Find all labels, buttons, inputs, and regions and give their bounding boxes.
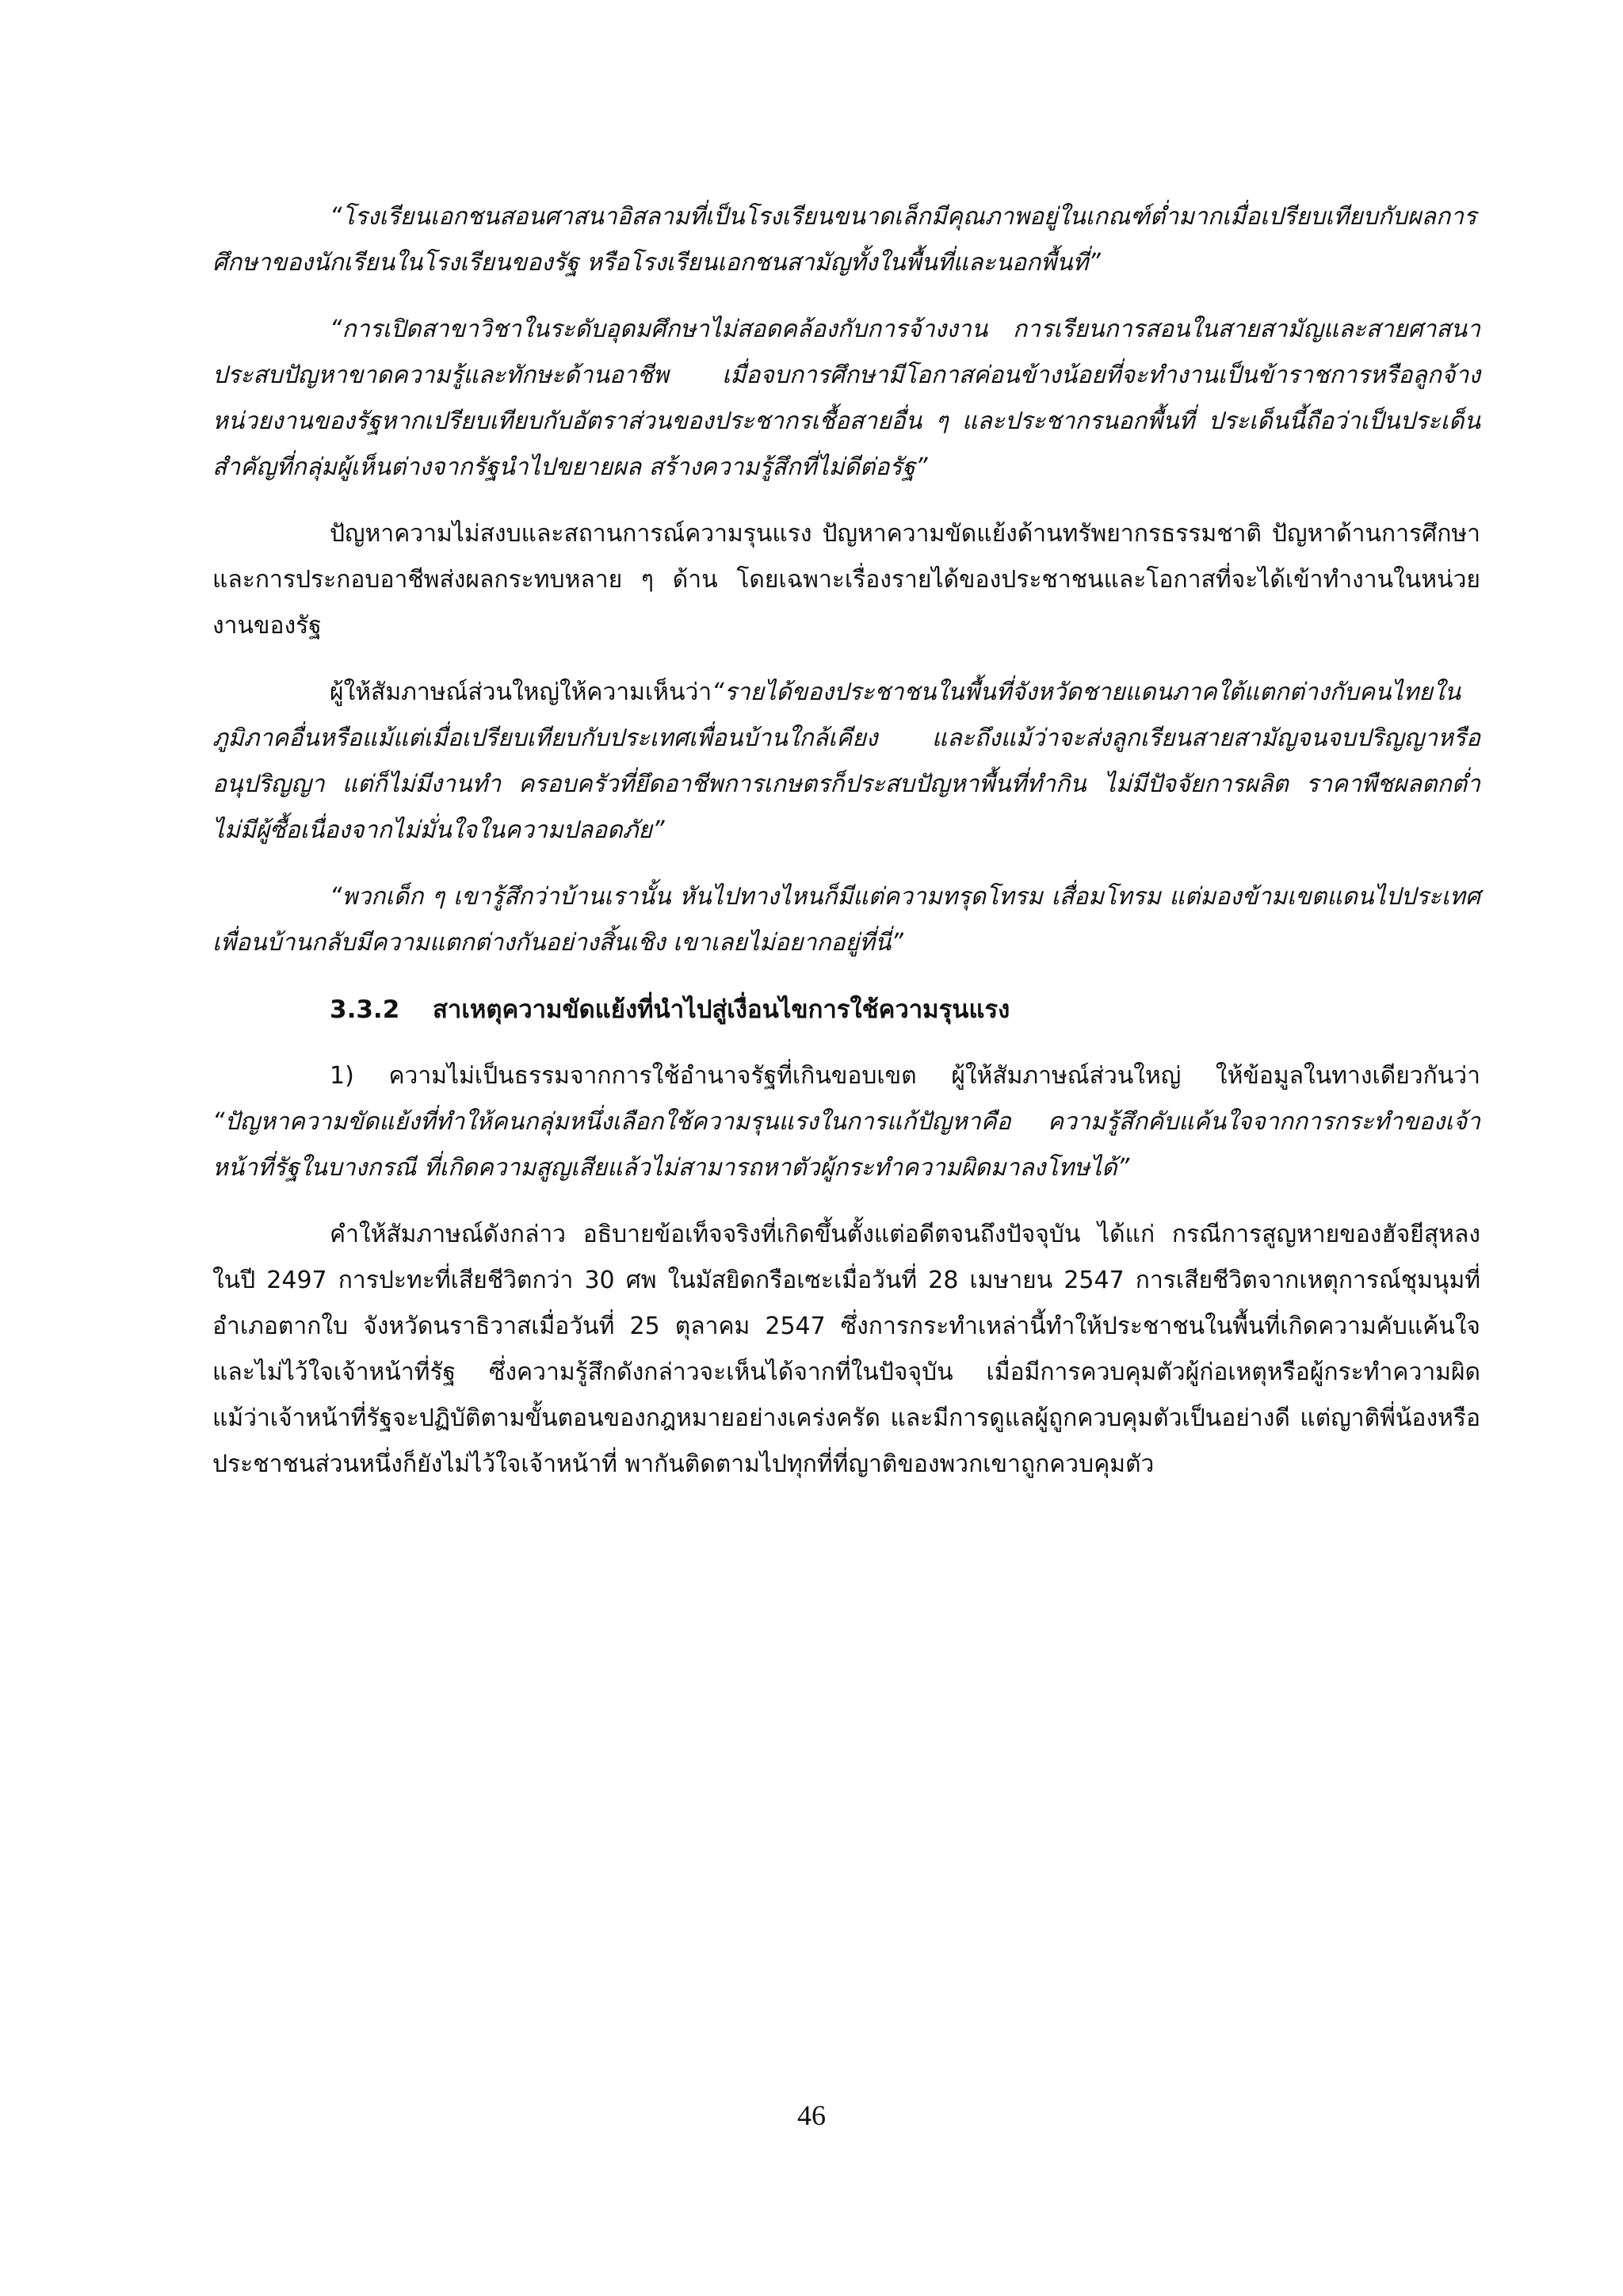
body-paragraph-income-opinion bbox=[212, 670, 1480, 854]
income-opinion-quote: “รายได้ของประชาชนในพื้นที่จังหวัดชายแดนภาคใต้แตกต่างกับคนไทยในภูมิภาคอื่นหรือแม้แต่เมื่อเปรียบเทียบกับประเทศเพื่อนบ้านใกล้เคียง และถึงแม้ว่าจะส่งลูกเรียนสายสามัญจนจบปริญญาหรืออนุปริญญา แต่ก็ไม่มีงานทำ ครอบครัวที่ยึดอาชีพการเกษตรก็ประสบปัญหาพื้นที่ทำกิน ไม่มีปัจจัยการผลิต ราคาพืชผลตกต่ำ ไม่มีผู้ซื้อเนื่องจากไม่มั่นใจในความปลอดภัย” bbox=[212, 678, 1480, 844]
quote-paragraph-children: “พวกเด็ก ๆ เขารู้สึกว่าบ้านเรานั้น หันไปทางไหนก็มีแต่ความทรุดโทรม เสื่อมโทรม แต่มองข้ามเขตแดนไปประเทศเพื่อนบ้านกลับมีความแตกต่างกันอย่างสิ้นเชิง เขาเลยไม่อยากอยู่ที่นี่” bbox=[212, 883, 1480, 957]
page-content bbox=[212, 194, 1480, 1508]
injustice-quote: “ปัญหาความขัดแย้งที่ทำให้คนกลุ่มหนึ่งเลือกใช้ความรุนแรงในการแก้ปัญหาคือ ความรู้สึกคับแค้นใจจากการกระทำของเจ้าหน้าที่รัฐในบางกรณี ที่เกิดความสูญเสียแล้วไม่สามารถหาตัวผู้กระทำความผิดมาลงโทษได้” bbox=[212, 1108, 1480, 1182]
body-paragraph-injustice bbox=[212, 1053, 1480, 1191]
body-paragraph-historical-events: คำให้สัมภาษณ์ดังกล่าว อธิบายข้อเท็จจริงที่เกิดขึ้นตั้งแต่อดีตจนถึงปัจจุบัน ได้แก่ กรณีการสูญหายของฮัจยีสุหลง ในปี 2497 การปะทะที่เสียชีวิตกว่า 30 ศพ ในมัสยิดกรือเซะเมื่อวันที่ 28 เมษายน 2547 การเสียชีวิตจากเหตุการณ์ชุมนุมที่อำเภอตากใบ จังหวัดนราธิวาสเมื่อวันที่ 25 ตุลาคม 2547 ซึ่งการกระทำเหล่านี้ทำให้ประชาชนในพื้นที่เกิดความคับแค้นใจและไม่ไว้ใจเจ้าหน้าที่รัฐ ซึ่งความรู้สึกดังกล่าวจะเห็นได้จากที่ในปัจจุบัน เมื่อมีการควบคุมตัวผู้ก่อเหตุหรือผู้กระทำความผิด แม้ว่าเจ้าหน้าที่รัฐจะปฏิบัติตามขั้นตอนของกฎหมายอย่างเคร่งครัด และมีการดูแลผู้ถูกควบคุมตัวเป็นอย่างดี แต่ญาติพี่น้องหรือประชาชนส่วนหนึ่งก็ยังไม่ไว้ใจเจ้าหน้าที่ พากันติดตามไปทุกที่ที่ญาติของพวกเขาถูกควบคุมตัว bbox=[212, 1221, 1480, 1478]
income-opinion-lead: ผู้ให้สัมภาษณ์ส่วนใหญ่ให้ความเห็นว่า bbox=[330, 678, 712, 706]
quote-paragraph-higher-education: “การเปิดสาขาวิชาในระดับอุดมศึกษาไม่สอดคล้องกับการจ้างงาน การเรียนการสอนในสายสามัญและสายศาสนาประสบปัญหาขาดความรู้และทักษะด้านอาชีพ เมื่อจบการศึกษามีโอกาสค่อนข้างน้อยที่จะทำงานเป็นข้าราชการหรือลูกจ้างหน่วยงานของรัฐหากเปรียบเทียบกับอัตราส่วนของประชากรเชื้อสายอื่น ๆ และประชากรนอกพื้นที่ ประเด็นนี้ถือว่าเป็นประเด็นสำคัญที่กลุ่มผู้เห็นต่างจากรัฐนำไปขยายผล สร้างความรู้สึกที่ไม่ดีต่อรัฐ” bbox=[212, 315, 1480, 481]
page-number: 46 bbox=[797, 2099, 826, 2131]
section-number: 3.3.2 bbox=[330, 995, 400, 1024]
section-title: สาเหตุความขัดแย้งที่นำไปสู่เงื่อนไขการใช้ความรุนแรง bbox=[433, 995, 1010, 1024]
body-paragraph-unrest-impact: ปัญหาความไม่สงบและสถานการณ์ความรุนแรง ปัญหาความขัดแย้งด้านทรัพยากรธรรมชาติ ปัญหาด้านการศึกษาและการประกอบอาชีพส่งผลกระทบหลาย ๆ ด้าน โดยเฉพาะเรื่องรายได้ของประชาชนและโอกาสที่จะได้เข้าทำงานในหน่วยงานของรัฐ bbox=[212, 520, 1480, 640]
quote-paragraph-islamic-schools: “โรงเรียนเอกชนสอนศาสนาอิสลามที่เป็นโรงเรียนขนาดเล็กมีคุณภาพอยู่ในเกณฑ์ต่ำมากเมื่อเปรียบเทียบกับผลการศึกษาของนักเรียนในโรงเรียนของรัฐ หรือโรงเรียนเอกชนสามัญทั้งในพื้นที่และนอกพื้นที่” bbox=[212, 203, 1477, 277]
section-heading bbox=[212, 987, 1480, 1033]
injustice-lead: 1) ความไม่เป็นธรรมจากการใช้อำนาจรัฐที่เกินขอบเขต ผู้ให้สัมภาษณ์ส่วนใหญ่ ให้ข้อมูลในทางเดียวกันว่า bbox=[330, 1062, 1480, 1090]
